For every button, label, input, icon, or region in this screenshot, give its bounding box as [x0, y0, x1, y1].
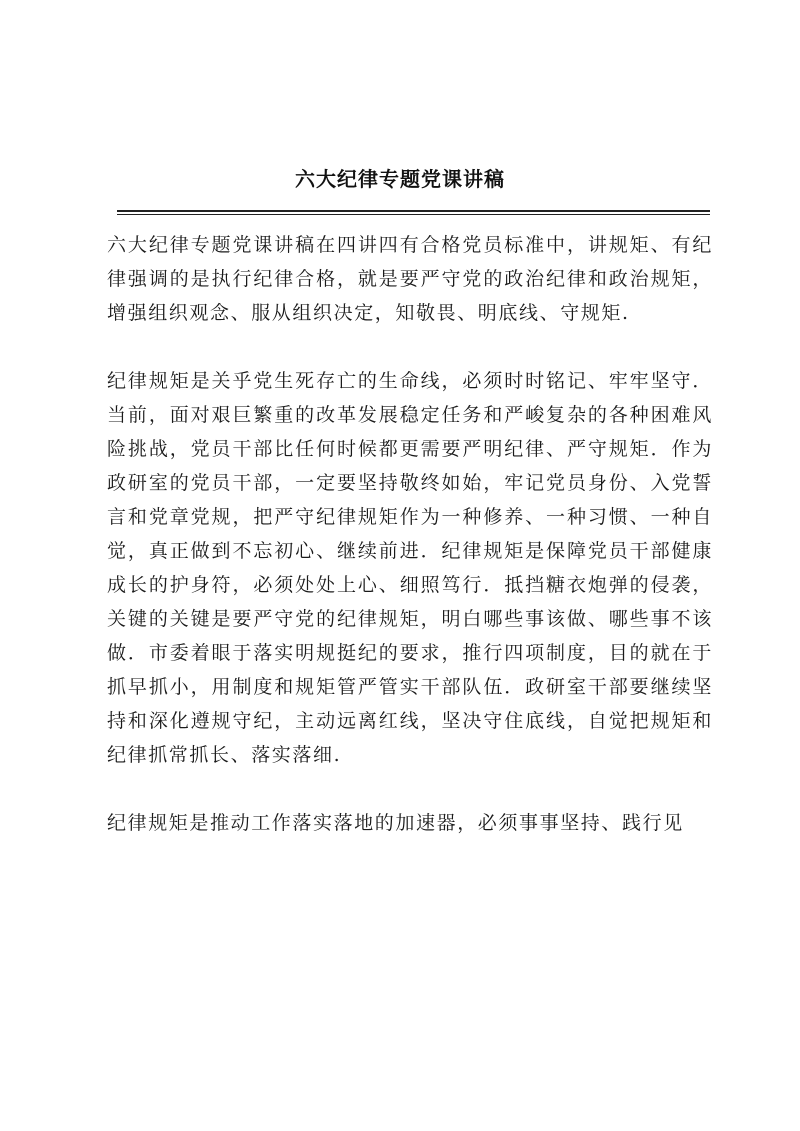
document-title: 六大纪律专题党课讲稿 — [295, 167, 505, 191]
document-body — [107, 228, 713, 874]
paragraph-1: 六大纪律专题党课讲稿在四讲四有合格党员标准中，讲规矩、有纪律强调的是执行纪律合格，就是要严守党的政治纪律和政治规矩，增强组织观念、服从组织决定，知敬畏、明底线、守规矩. — [107, 234, 713, 324]
paragraph-3: 纪律规矩是推动工作落实落地的加速器，必须事事坚持、践行见 — [107, 812, 684, 834]
title-divider-thin — [117, 214, 710, 215]
paragraph-2: 纪律规矩是关乎党生死存亡的生命线，必须时时铭记、牢牢坚守．当前，面对艰巨繁重的改革发展稳定任务和严峻复杂的各种困难风险挑战，党员干部比任何时候都更需要严明纪律、严守规矩．作为政研室的党员干部，一定要坚持敬终如始，牢记党员身份、入党誓言和党章党规，把严守纪律规矩作为一种修养、一种习惯、一种自觉，真正做到不忘初心、继续前进．纪律规矩是保障党员干部健康成长的护身符，必须处处上心、细照笃行．抵挡糖衣炮弹的侵袭，关键的关键是要严守党的纪律规矩，明白哪些事该做、哪些事不该做．市委着眼于落实明规挺纪的要求，推行四项制度，目的就在于抓早抓小，用制度和规矩管严管实干部队伍．政研室干部要继续坚持和深化遵规守纪，主动远离红线，坚决守住底线，自觉把规矩和纪律抓常抓长、落实落细. — [107, 370, 713, 766]
title-divider — [117, 210, 710, 212]
